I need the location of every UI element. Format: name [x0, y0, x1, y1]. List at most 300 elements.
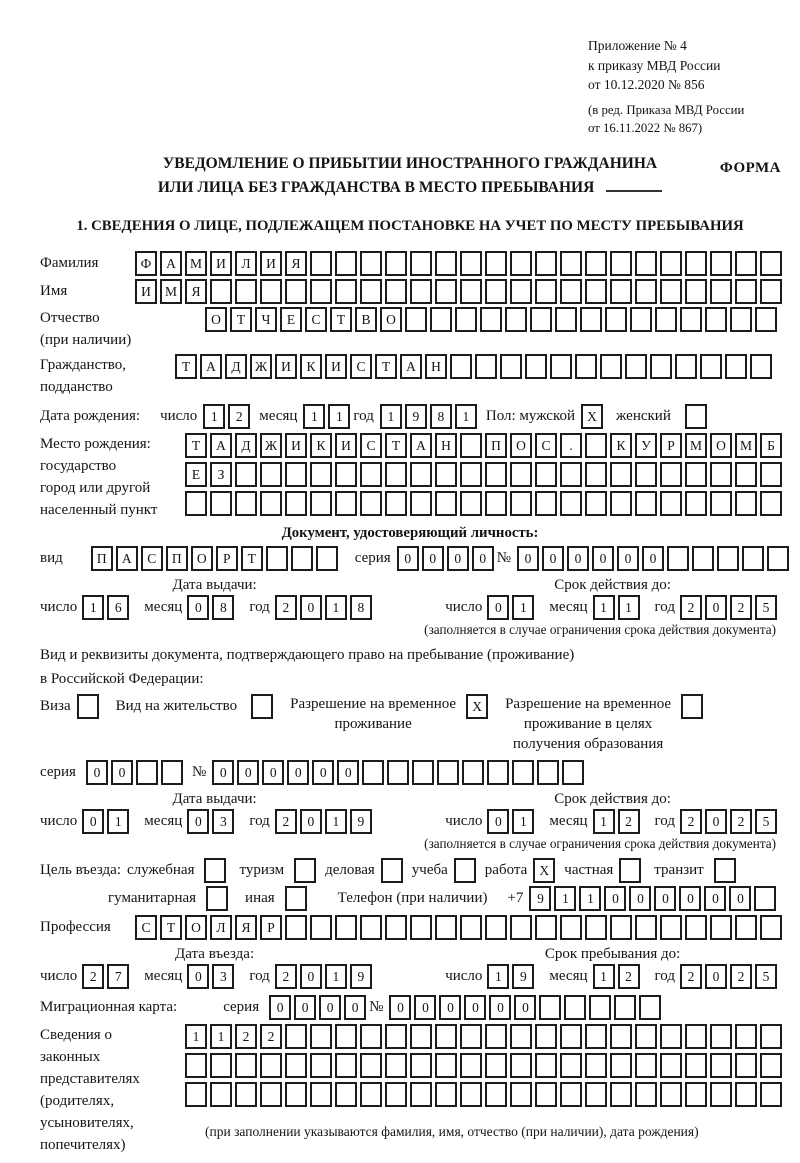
form-cell[interactable]: 2 [235, 1024, 257, 1049]
form-cell[interactable]: 0 [300, 964, 322, 989]
form-cell[interactable] [512, 760, 534, 785]
form-cell[interactable]: 1 [203, 404, 225, 429]
form-cell[interactable] [735, 491, 757, 516]
form-cell[interactable] [410, 1024, 432, 1049]
form-cell[interactable] [760, 491, 782, 516]
form-cell[interactable]: 1 [593, 809, 615, 834]
form-cell[interactable]: 0 [414, 995, 436, 1020]
form-cell[interactable] [335, 1024, 357, 1049]
form-cell[interactable] [210, 279, 232, 304]
form-cell[interactable] [310, 1024, 332, 1049]
form-cell[interactable] [435, 462, 457, 487]
form-cell[interactable]: И [135, 279, 157, 304]
form-cell[interactable] [360, 915, 382, 940]
form-cell[interactable] [435, 251, 457, 276]
form-cell[interactable]: 9 [529, 886, 551, 911]
form-cell[interactable]: 0 [705, 595, 727, 620]
form-cell[interactable] [335, 915, 357, 940]
form-cell[interactable] [535, 1053, 557, 1078]
form-cell[interactable] [685, 279, 707, 304]
form-cell[interactable]: Т [160, 915, 182, 940]
form-cell[interactable] [505, 307, 527, 332]
form-cell[interactable]: 3 [212, 809, 234, 834]
form-cell[interactable]: 2 [275, 595, 297, 620]
form-cell[interactable]: 0 [319, 995, 341, 1020]
form-cell[interactable] [510, 1024, 532, 1049]
form-cell[interactable]: А [410, 433, 432, 458]
form-cell[interactable] [550, 354, 572, 379]
form-cell[interactable]: 2 [82, 964, 104, 989]
form-cell[interactable] [610, 462, 632, 487]
form-cell[interactable] [235, 1082, 257, 1107]
form-cell[interactable]: 2 [618, 809, 640, 834]
form-cell[interactable]: Л [210, 915, 232, 940]
form-cell[interactable]: 8 [212, 595, 234, 620]
form-cell[interactable]: 5 [755, 809, 777, 834]
form-cell[interactable] [660, 1053, 682, 1078]
form-cell[interactable]: Н [425, 354, 447, 379]
form-cell[interactable] [692, 546, 714, 571]
form-cell[interactable]: С [135, 915, 157, 940]
form-cell[interactable] [639, 995, 661, 1020]
form-cell[interactable]: И [210, 251, 232, 276]
form-cell[interactable] [206, 886, 228, 911]
form-cell[interactable] [760, 251, 782, 276]
form-cell[interactable]: К [310, 433, 332, 458]
form-cell[interactable] [460, 251, 482, 276]
form-cell[interactable] [535, 1024, 557, 1049]
form-cell[interactable]: 5 [755, 964, 777, 989]
form-cell[interactable] [610, 491, 632, 516]
form-cell[interactable] [635, 1053, 657, 1078]
form-cell[interactable] [535, 915, 557, 940]
form-cell[interactable] [530, 307, 552, 332]
form-cell[interactable] [360, 1024, 382, 1049]
form-cell[interactable] [685, 1053, 707, 1078]
form-cell[interactable] [460, 491, 482, 516]
form-cell[interactable] [600, 354, 622, 379]
form-cell[interactable]: 0 [487, 809, 509, 834]
form-cell[interactable] [510, 491, 532, 516]
form-cell[interactable] [580, 307, 602, 332]
form-cell[interactable] [555, 307, 577, 332]
form-cell[interactable] [635, 251, 657, 276]
form-cell[interactable]: 0 [389, 995, 411, 1020]
form-cell[interactable] [735, 1082, 757, 1107]
form-cell[interactable]: У [635, 433, 657, 458]
form-cell[interactable]: К [610, 433, 632, 458]
form-cell[interactable]: О [205, 307, 227, 332]
form-cell[interactable] [685, 404, 707, 429]
form-cell[interactable] [285, 886, 307, 911]
form-cell[interactable]: 1 [210, 1024, 232, 1049]
form-cell[interactable]: С [305, 307, 327, 332]
form-cell[interactable] [335, 1082, 357, 1107]
form-cell[interactable]: 0 [287, 760, 309, 785]
form-cell[interactable] [335, 462, 357, 487]
form-cell[interactable] [585, 915, 607, 940]
form-cell[interactable]: А [210, 433, 232, 458]
form-cell[interactable] [310, 279, 332, 304]
form-cell[interactable] [767, 546, 789, 571]
form-cell[interactable] [735, 1024, 757, 1049]
form-cell[interactable]: Р [660, 433, 682, 458]
form-cell[interactable] [251, 694, 273, 719]
form-cell[interactable] [500, 354, 522, 379]
form-cell[interactable] [760, 915, 782, 940]
form-cell[interactable] [730, 307, 752, 332]
form-cell[interactable] [735, 462, 757, 487]
form-cell[interactable] [487, 760, 509, 785]
form-cell[interactable]: С [350, 354, 372, 379]
form-cell[interactable] [460, 462, 482, 487]
form-cell[interactable] [710, 1082, 732, 1107]
form-cell[interactable]: Ж [260, 433, 282, 458]
form-cell[interactable] [585, 251, 607, 276]
form-cell[interactable]: М [185, 251, 207, 276]
form-cell[interactable]: Н [435, 433, 457, 458]
form-cell[interactable] [710, 1024, 732, 1049]
form-cell[interactable] [660, 251, 682, 276]
form-cell[interactable]: Е [185, 462, 207, 487]
form-cell[interactable] [610, 915, 632, 940]
form-cell[interactable] [285, 462, 307, 487]
form-cell[interactable] [294, 858, 316, 883]
form-cell[interactable]: М [160, 279, 182, 304]
form-cell[interactable]: 1 [325, 595, 347, 620]
form-cell[interactable] [360, 1053, 382, 1078]
form-cell[interactable]: А [400, 354, 422, 379]
form-cell[interactable]: 0 [592, 546, 614, 571]
form-cell[interactable] [360, 462, 382, 487]
form-cell[interactable] [285, 491, 307, 516]
form-cell[interactable] [750, 354, 772, 379]
form-cell[interactable] [760, 1024, 782, 1049]
form-cell[interactable] [360, 251, 382, 276]
form-cell[interactable]: О [185, 915, 207, 940]
form-cell[interactable]: 1 [328, 404, 350, 429]
form-cell[interactable] [710, 279, 732, 304]
form-cell[interactable] [585, 462, 607, 487]
form-cell[interactable]: 0 [300, 595, 322, 620]
form-cell[interactable] [675, 354, 697, 379]
form-cell[interactable] [705, 307, 727, 332]
form-cell[interactable]: 0 [86, 760, 108, 785]
form-cell[interactable]: Т [175, 354, 197, 379]
form-cell[interactable] [760, 1053, 782, 1078]
form-cell[interactable] [204, 858, 226, 883]
form-cell[interactable]: 1 [325, 964, 347, 989]
form-cell[interactable] [460, 1024, 482, 1049]
form-cell[interactable]: 2 [618, 964, 640, 989]
form-cell[interactable] [735, 1053, 757, 1078]
form-cell[interactable] [610, 1053, 632, 1078]
form-cell[interactable] [210, 491, 232, 516]
form-cell[interactable] [560, 915, 582, 940]
form-cell[interactable]: Т [385, 433, 407, 458]
form-cell[interactable]: 0 [262, 760, 284, 785]
form-cell[interactable] [435, 491, 457, 516]
form-cell[interactable]: 8 [350, 595, 372, 620]
form-cell[interactable]: 2 [228, 404, 250, 429]
form-cell[interactable] [510, 251, 532, 276]
form-cell[interactable]: Д [225, 354, 247, 379]
form-cell[interactable] [635, 462, 657, 487]
form-cell[interactable] [635, 491, 657, 516]
form-cell[interactable]: 0 [617, 546, 639, 571]
form-cell[interactable]: 1 [185, 1024, 207, 1049]
form-cell[interactable]: 2 [730, 964, 752, 989]
form-cell[interactable] [660, 491, 682, 516]
form-cell[interactable] [335, 1053, 357, 1078]
form-cell[interactable] [735, 279, 757, 304]
form-cell[interactable] [235, 279, 257, 304]
form-cell[interactable] [560, 251, 582, 276]
form-cell[interactable]: 0 [704, 886, 726, 911]
form-cell[interactable]: 0 [517, 546, 539, 571]
form-cell[interactable] [700, 354, 722, 379]
form-cell[interactable] [260, 1053, 282, 1078]
form-cell[interactable]: 0 [422, 546, 444, 571]
form-cell[interactable] [412, 760, 434, 785]
form-cell[interactable] [760, 462, 782, 487]
form-cell[interactable] [210, 1082, 232, 1107]
form-cell[interactable] [760, 279, 782, 304]
form-cell[interactable] [485, 279, 507, 304]
form-cell[interactable]: 0 [237, 760, 259, 785]
form-cell[interactable] [310, 1053, 332, 1078]
form-cell[interactable]: Е [280, 307, 302, 332]
form-cell[interactable] [535, 279, 557, 304]
form-cell[interactable] [667, 546, 689, 571]
form-cell[interactable]: Р [260, 915, 282, 940]
form-cell[interactable] [510, 1053, 532, 1078]
form-cell[interactable]: 1 [554, 886, 576, 911]
form-cell[interactable] [310, 251, 332, 276]
form-cell[interactable] [560, 279, 582, 304]
form-cell[interactable]: 0 [629, 886, 651, 911]
form-cell[interactable]: 0 [187, 809, 209, 834]
form-cell[interactable]: А [160, 251, 182, 276]
form-cell[interactable] [510, 279, 532, 304]
form-cell[interactable]: 2 [680, 964, 702, 989]
form-cell[interactable]: 0 [82, 809, 104, 834]
form-cell[interactable] [385, 1053, 407, 1078]
form-cell[interactable] [614, 995, 636, 1020]
form-cell[interactable] [710, 1053, 732, 1078]
form-cell[interactable]: 0 [487, 595, 509, 620]
form-cell[interactable]: 8 [430, 404, 452, 429]
form-cell[interactable] [685, 251, 707, 276]
form-cell[interactable] [535, 462, 557, 487]
form-cell[interactable] [285, 1053, 307, 1078]
form-cell[interactable] [710, 915, 732, 940]
form-cell[interactable] [185, 1053, 207, 1078]
form-cell[interactable]: 0 [187, 595, 209, 620]
form-cell[interactable] [680, 307, 702, 332]
form-cell[interactable] [210, 1053, 232, 1078]
form-cell[interactable]: 0 [464, 995, 486, 1020]
form-cell[interactable]: 0 [312, 760, 334, 785]
form-cell[interactable] [405, 307, 427, 332]
form-cell[interactable] [485, 251, 507, 276]
form-cell[interactable]: 0 [567, 546, 589, 571]
form-cell[interactable]: 0 [187, 964, 209, 989]
form-cell[interactable] [685, 491, 707, 516]
form-cell[interactable]: Ч [255, 307, 277, 332]
form-cell[interactable]: X [581, 404, 603, 429]
form-cell[interactable] [754, 886, 776, 911]
form-cell[interactable]: П [91, 546, 113, 571]
form-cell[interactable] [510, 915, 532, 940]
form-cell[interactable] [235, 491, 257, 516]
form-cell[interactable]: 0 [705, 964, 727, 989]
form-cell[interactable] [564, 995, 586, 1020]
form-cell[interactable] [266, 546, 288, 571]
form-cell[interactable] [710, 491, 732, 516]
form-cell[interactable] [485, 462, 507, 487]
form-cell[interactable] [410, 1082, 432, 1107]
form-cell[interactable] [660, 1024, 682, 1049]
form-cell[interactable]: 9 [405, 404, 427, 429]
form-cell[interactable] [610, 1082, 632, 1107]
form-cell[interactable] [435, 1082, 457, 1107]
form-cell[interactable]: Б [760, 433, 782, 458]
form-cell[interactable]: Т [330, 307, 352, 332]
form-cell[interactable] [605, 307, 627, 332]
form-cell[interactable] [387, 760, 409, 785]
form-cell[interactable] [485, 1082, 507, 1107]
form-cell[interactable] [385, 491, 407, 516]
form-cell[interactable] [485, 491, 507, 516]
form-cell[interactable]: 0 [642, 546, 664, 571]
form-cell[interactable]: Я [185, 279, 207, 304]
form-cell[interactable] [260, 491, 282, 516]
form-cell[interactable] [310, 462, 332, 487]
form-cell[interactable]: 2 [680, 595, 702, 620]
form-cell[interactable] [610, 279, 632, 304]
form-cell[interactable] [260, 1082, 282, 1107]
form-cell[interactable]: 2 [680, 809, 702, 834]
form-cell[interactable] [460, 1082, 482, 1107]
form-cell[interactable] [585, 491, 607, 516]
form-cell[interactable] [362, 760, 384, 785]
form-cell[interactable] [475, 354, 497, 379]
form-cell[interactable]: П [166, 546, 188, 571]
form-cell[interactable] [635, 1082, 657, 1107]
form-cell[interactable] [410, 491, 432, 516]
form-cell[interactable] [635, 279, 657, 304]
form-cell[interactable] [635, 915, 657, 940]
form-cell[interactable]: 2 [260, 1024, 282, 1049]
form-cell[interactable] [385, 1024, 407, 1049]
form-cell[interactable] [735, 251, 757, 276]
form-cell[interactable]: 1 [107, 809, 129, 834]
form-cell[interactable] [585, 1082, 607, 1107]
form-cell[interactable]: З [210, 462, 232, 487]
form-cell[interactable] [435, 915, 457, 940]
form-cell[interactable] [717, 546, 739, 571]
form-cell[interactable]: О [191, 546, 213, 571]
form-cell[interactable]: 1 [82, 595, 104, 620]
form-cell[interactable]: 0 [514, 995, 536, 1020]
form-cell[interactable] [650, 354, 672, 379]
form-cell[interactable] [310, 915, 332, 940]
form-cell[interactable]: О [710, 433, 732, 458]
form-cell[interactable]: И [285, 433, 307, 458]
form-cell[interactable] [560, 1024, 582, 1049]
form-cell[interactable] [430, 307, 452, 332]
form-cell[interactable]: 0 [604, 886, 626, 911]
form-cell[interactable] [685, 1082, 707, 1107]
form-cell[interactable] [685, 1024, 707, 1049]
form-cell[interactable]: 1 [487, 964, 509, 989]
form-cell[interactable]: 9 [350, 964, 372, 989]
form-cell[interactable]: 0 [705, 809, 727, 834]
form-cell[interactable] [535, 491, 557, 516]
form-cell[interactable]: . [560, 433, 582, 458]
form-cell[interactable]: 0 [654, 886, 676, 911]
form-cell[interactable] [360, 491, 382, 516]
form-cell[interactable] [455, 307, 477, 332]
form-cell[interactable] [285, 1024, 307, 1049]
form-cell[interactable]: Р [216, 546, 238, 571]
form-cell[interactable] [685, 462, 707, 487]
form-cell[interactable] [260, 462, 282, 487]
form-cell[interactable]: 0 [679, 886, 701, 911]
form-cell[interactable] [460, 915, 482, 940]
form-cell[interactable]: Я [235, 915, 257, 940]
form-cell[interactable] [385, 251, 407, 276]
form-cell[interactable] [585, 433, 607, 458]
form-cell[interactable] [480, 307, 502, 332]
form-cell[interactable]: 0 [447, 546, 469, 571]
form-cell[interactable] [410, 1053, 432, 1078]
form-cell[interactable]: X [466, 694, 488, 719]
form-cell[interactable]: 0 [111, 760, 133, 785]
form-cell[interactable]: 0 [542, 546, 564, 571]
form-cell[interactable] [535, 1082, 557, 1107]
form-cell[interactable] [360, 1082, 382, 1107]
form-cell[interactable]: 1 [325, 809, 347, 834]
form-cell[interactable]: 0 [212, 760, 234, 785]
form-cell[interactable]: 2 [730, 595, 752, 620]
form-cell[interactable] [435, 1024, 457, 1049]
form-cell[interactable] [385, 462, 407, 487]
form-cell[interactable]: Т [230, 307, 252, 332]
form-cell[interactable] [660, 1082, 682, 1107]
form-cell[interactable]: 1 [512, 595, 534, 620]
form-cell[interactable] [742, 546, 764, 571]
form-cell[interactable] [136, 760, 158, 785]
form-cell[interactable]: Т [375, 354, 397, 379]
form-cell[interactable] [260, 279, 282, 304]
form-cell[interactable]: Т [185, 433, 207, 458]
form-cell[interactable]: 1 [593, 964, 615, 989]
form-cell[interactable] [454, 858, 476, 883]
form-cell[interactable] [235, 462, 257, 487]
form-cell[interactable] [460, 433, 482, 458]
form-cell[interactable] [285, 915, 307, 940]
form-cell[interactable] [335, 251, 357, 276]
form-cell[interactable] [714, 858, 736, 883]
form-cell[interactable]: Я [285, 251, 307, 276]
form-cell[interactable] [560, 1082, 582, 1107]
form-cell[interactable] [562, 760, 584, 785]
form-cell[interactable] [655, 307, 677, 332]
form-cell[interactable]: 2 [275, 964, 297, 989]
form-cell[interactable]: 1 [380, 404, 402, 429]
